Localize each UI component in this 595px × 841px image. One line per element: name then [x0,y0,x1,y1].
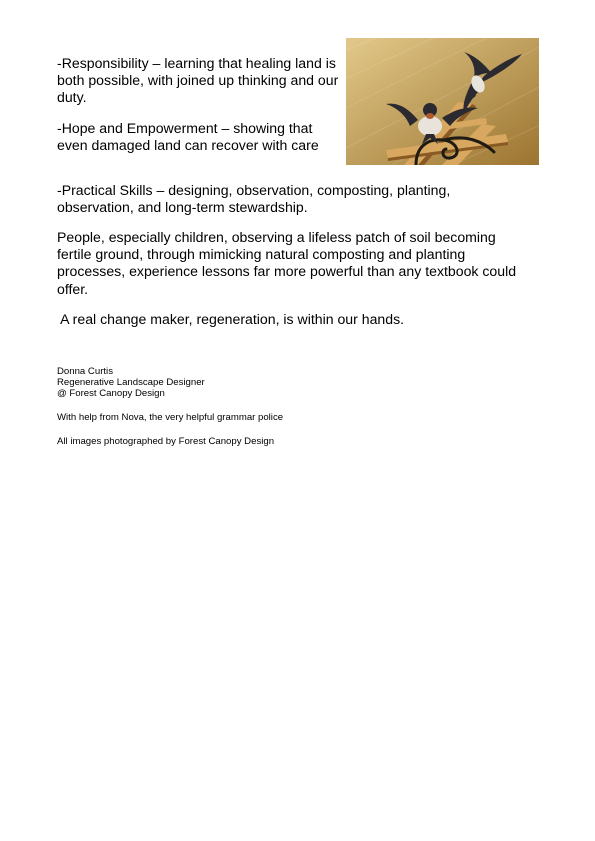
author-name: Donna Curtis [57,366,113,377]
swallows-photo [346,38,539,165]
paragraph-practical-skills: -Practical Skills – designing, observation, composting, planting, observation, and long-term stewardship. [57,182,451,216]
paragraph-people-children: People, especially children, observing a lifeless patch of soil becoming fertile ground, through mimicking natural composting and planting processes, experience lessons far more powerful than any textbook could offer. [57,229,517,297]
credit-grammar-help: With help from Nova, the very helpful grammar police [57,412,284,423]
author-signature-block [57,366,205,400]
author-company: @ Forest Canopy Design [57,388,165,400]
credit-images: All images photographed by Forest Canopy Design [57,436,275,447]
author-title: Regenerative Landscape Designer [57,377,205,389]
swallows-photo-illustration [346,38,539,165]
paragraph-change-maker: A real change maker, regeneration, is within our hands. [57,311,405,327]
paragraph-hope-empowerment: -Hope and Empowerment – showing that even damaged land can recover with care [57,120,319,154]
paragraph-responsibility: -Responsibility – learning that healing land is both possible, with joined up thinking and our duty. [57,55,339,106]
